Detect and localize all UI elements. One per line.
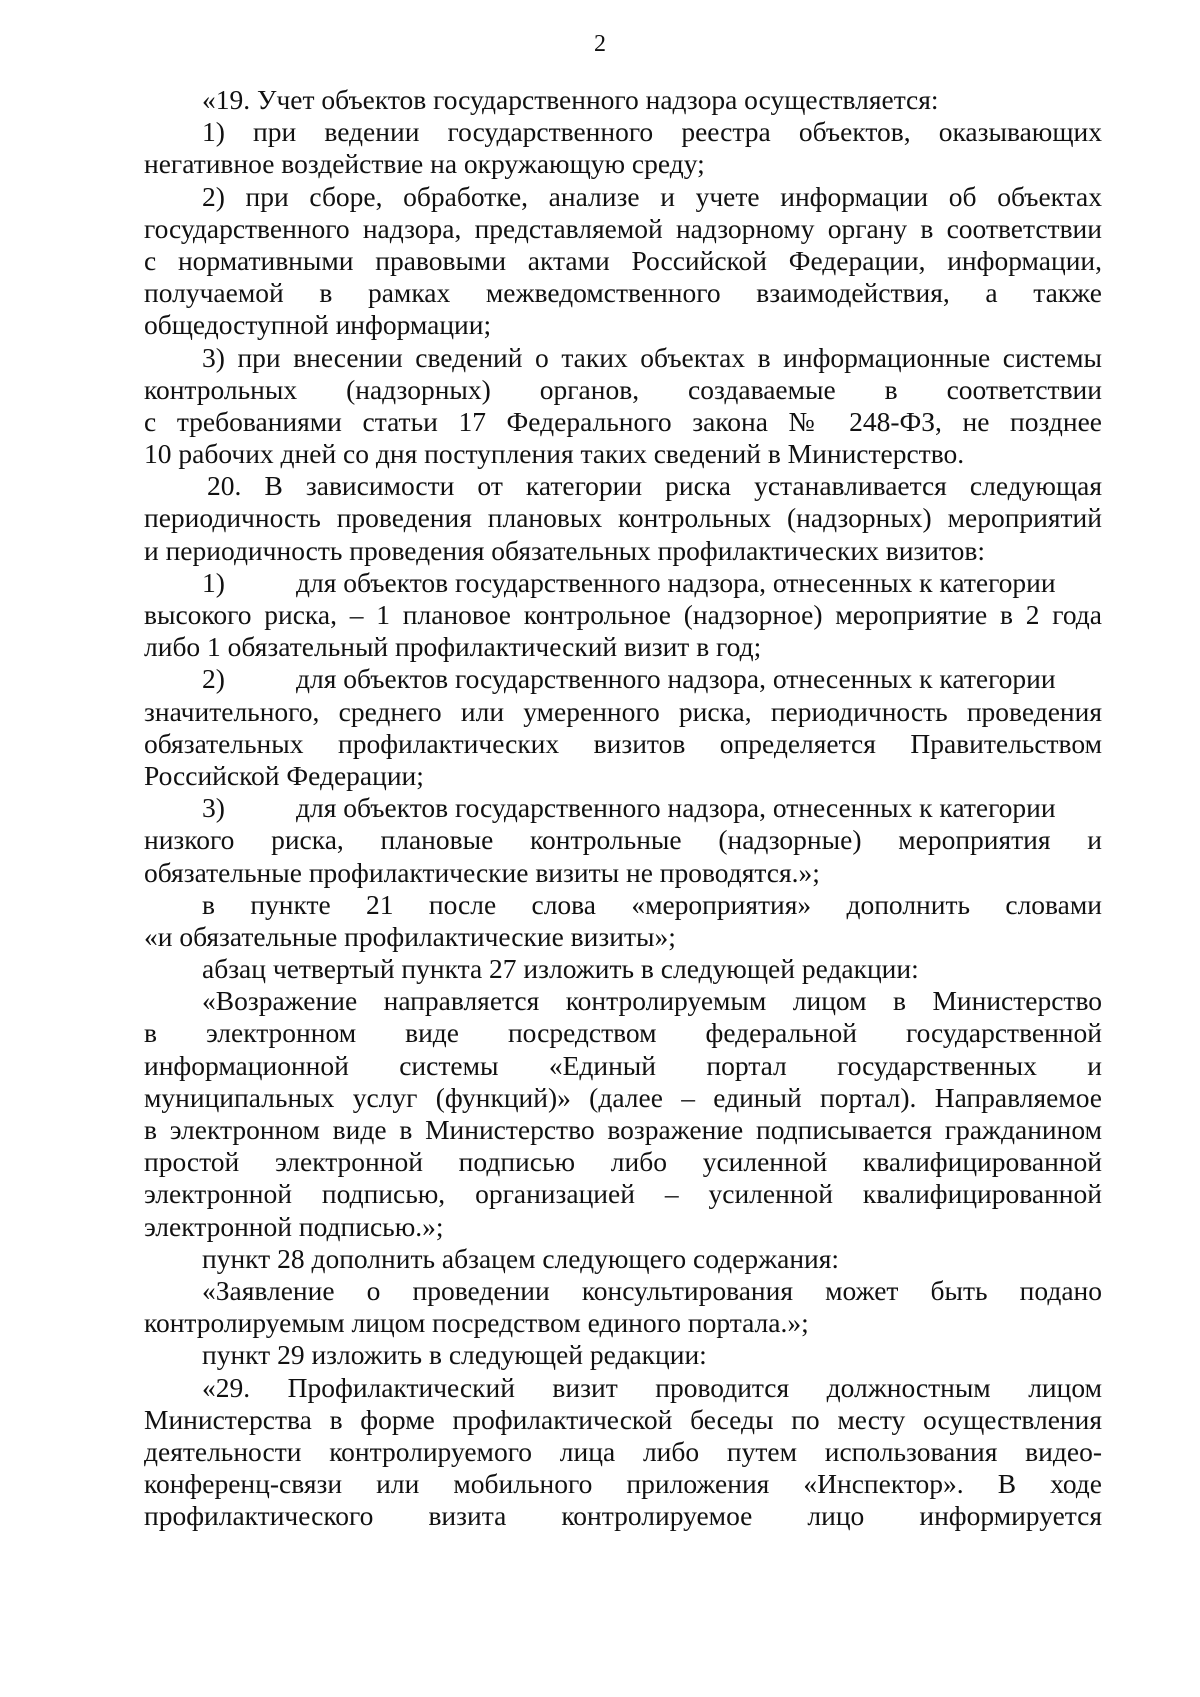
text-line: в электронном виде посредством федеральной государственной — [144, 1017, 1102, 1049]
text-line: пункт 29 изложить в следующей редакции: — [202, 1339, 707, 1371]
text-line: обязательные профилактические визиты не проводятся.»; — [144, 856, 820, 888]
text-line: конференц-связи или мобильного приложения «Инспектор». В ходе — [144, 1468, 1102, 1500]
text-line: Министерства в форме профилактической беседы по месту осуществления — [144, 1403, 1102, 1435]
text-line: простой электронной подписью либо усиленной квалифицированной — [144, 1146, 1102, 1178]
text-line: профилактического визита контролируемое лицо информируется — [144, 1500, 1102, 1532]
list-item-text: для объектов государственного надзора, отнесенных к категории — [296, 566, 1056, 598]
text-line: «и обязательные профилактические визиты»; — [144, 920, 676, 952]
list-item-number: 3) — [202, 792, 225, 824]
text-line: пункт 28 дополнить абзацем следующего содержания: — [202, 1242, 840, 1274]
text-line: «29. Профилактический визит проводится должностным лицом — [202, 1371, 1102, 1403]
text-line: абзац четвертый пункта 27 изложить в следующей редакции: — [202, 953, 919, 985]
text-line: общедоступной информации; — [144, 309, 492, 341]
text-line: низкого риска, плановые контрольные (надзорные) мероприятия и — [144, 824, 1102, 856]
text-line: обязательных профилактических визитов определяется Правительством — [144, 727, 1102, 759]
text-line: «Возражение направляется контролируемым лицом в Министерство — [202, 985, 1102, 1017]
text-line: «Заявление о проведении консультирования может быть подано — [202, 1274, 1102, 1306]
page-number: 2 — [594, 31, 606, 57]
document-body — [144, 84, 1102, 1532]
text-line: получаемой в рамках межведомственного взаимодействия, а также — [144, 277, 1102, 309]
text-line: либо 1 обязательный профилактический визит в год; — [144, 631, 762, 663]
text-line: электронной подписью, организацией – усиленной квалифицированной — [144, 1178, 1102, 1210]
text-line: контрольных (надзорных) органов, создаваемые в соответствии — [144, 373, 1102, 405]
text-line: 3) при внесении сведений о таких объектах в информационные системы — [202, 341, 1102, 373]
text-line: 20. В зависимости от категории риска устанавливается следующая — [207, 470, 1102, 502]
text-line: с нормативными правовыми актами Российской Федерации, информации, — [144, 244, 1102, 276]
text-line: информационной системы «Единый портал государственных и — [144, 1049, 1102, 1081]
text-line: с требованиями статьи 17 Федерального закона № 248-ФЗ, не позднее — [144, 405, 1102, 437]
text-line: и периодичность проведения обязательных профилактических визитов: — [144, 534, 986, 566]
text-line: 10 рабочих дней со дня поступления таких сведений в Министерство. — [144, 438, 965, 470]
text-line: электронной подписью.»; — [144, 1210, 444, 1242]
text-line: в электронном виде в Министерство возражение подписывается гражданином — [144, 1114, 1102, 1145]
text-line: 1) при ведении государственного реестра объектов, оказывающих — [202, 116, 1102, 148]
text-line: государственного надзора, представляемой надзорному органу в соответствии — [144, 212, 1102, 244]
list-item-text: для объектов государственного надзора, отнесенных к категории — [296, 792, 1056, 824]
text-line: в пункте 21 после слова «мероприятия» дополнить словами — [202, 888, 1102, 920]
text-line: периодичность проведения плановых контрольных (надзорных) мероприятий — [144, 502, 1102, 534]
list-item-line — [144, 663, 1102, 695]
text-line: высокого риска, – 1 плановое контрольное (надзорное) мероприятие в 2 года — [144, 599, 1102, 630]
text-line: муниципальных услуг (функций)» (далее – единый портал). Направляемое — [144, 1081, 1102, 1113]
text-line: «19. Учет объектов государственного надзора осуществляется: — [202, 84, 939, 115]
text-line: значительного, среднего или умеренного риска, периодичность проведения — [144, 695, 1102, 727]
list-item-number: 2) — [202, 663, 225, 695]
text-line: негативное воздействие на окружающую среду; — [144, 148, 705, 180]
text-line: контролируемым лицом посредством единого портала.»; — [144, 1307, 809, 1339]
list-item-line — [144, 792, 1102, 824]
text-line: 2) при сборе, обработке, анализе и учете информации об объектах — [202, 180, 1102, 212]
text-line: деятельности контролируемого лица либо путем использования видео- — [144, 1435, 1102, 1467]
list-item-line — [144, 567, 1102, 599]
list-item-number: 1) — [202, 566, 225, 598]
list-item-text: для объектов государственного надзора, отнесенных к категории — [296, 663, 1056, 695]
text-line: Российской Федерации; — [144, 759, 424, 791]
